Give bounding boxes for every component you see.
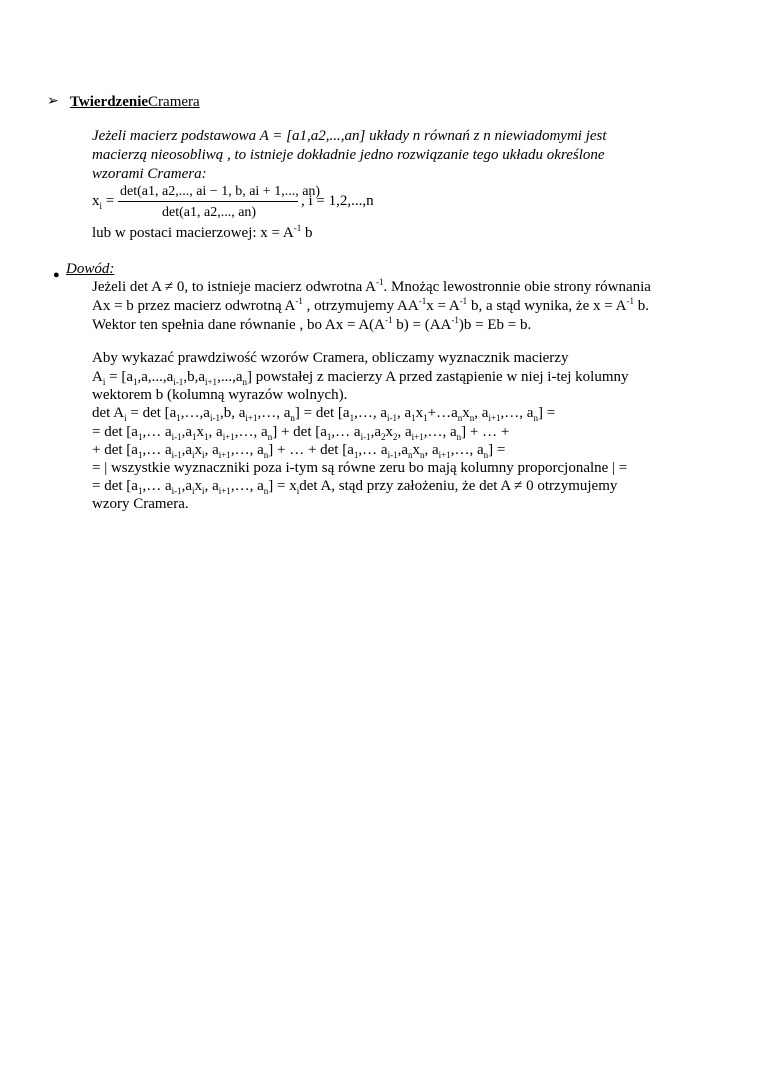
heading-rest: Cramera [148, 94, 200, 110]
proof-p2-line-7: = | wszystkie wyznaczniki poza i-tym są równe zeru bo mają kolumny proporcjonalne | = [92, 460, 628, 476]
theorem-line-3: wzorami Cramera: [92, 166, 207, 182]
arrow-bullet-icon: ➢ [47, 94, 59, 109]
theorem-line-2: macierzą nieosobliwą , to istnieje dokładnie jedno rozwiązanie tego układu określone [92, 147, 605, 163]
proof-p2-line-4: $\det A_i = \det$ [$a_1,\dots,a_{i-1},b$, $a_{i+1},\dots$, $a_n] = \det$ [$a_1,\dots$, $a_{i-1}$, $a_1x_1+\dots a_nx_n$, $a_{i+1},\dots$, $a_n$] = [92, 405, 556, 423]
formula-xi: $x_i$ = [92, 193, 115, 211]
proof-p2-line-3: wektorem b (kolumną wyrazów wolnych). [92, 387, 348, 403]
fraction-bar [118, 201, 298, 202]
proof-p2-line-8: = $\det [a_1,\dots$ $a_{i-1},a_ix_i$, $a_{i+1},\dots$, $a_n] = x_i\det$ A, stąd przy założeniu, że det A ≠ 0 otrzymujemy [92, 478, 618, 496]
proof-p2-line-5: = $\det [a_1,\dots$ $a_{i-1},a_1x_1$, $a_{i+1},\dots$, $a_n] + \det$ [$a_1,\dots$ $a_{i-1},a_2x_2$, $a_{i+1},\dots$, $a_n$] + … + [92, 424, 510, 442]
section-heading [70, 93, 200, 111]
formula-denominator: det(a1, a2,..., an) [162, 205, 257, 220]
round-bullet-icon: ● [53, 269, 60, 281]
proof-p2-line-1: Aby wykazać prawdziwość wzorów Cramera, obliczamy wyznacznik macierzy [92, 350, 569, 366]
matrix-form-line: lub w postaci macierzowej: $x = A^{-1}$ b [92, 223, 313, 241]
proof-p2-line-6: + $\det [a_1,\dots$ $a_{i-1},a_ix_i$, $a_{i+1},\dots$, $a_n$] + … + $\det [a_1,\dots$ $a_{i-1},a_nx_n$, $a_{i+1},\dots$, $a_n$] = [92, 442, 506, 460]
proof-line-3: Wektor ten spełnia dane równanie , bo $Ax = A(A^{-1}$ $b) = (AA^{-1})b = Eb = b$. [92, 315, 532, 333]
proof-line-1: Jeżeli det A ≠ 0, to istnieje macierz odwrotna $A^{-1}$. Mnożąc lewostronnie obie strony równania [92, 277, 651, 295]
formula-numerator: det(a1, a2,..., ai − 1, b, ai + 1,..., an) [120, 184, 321, 199]
formula-range: , i = 1,2,...,n [301, 193, 374, 209]
proof-line-2: Ax = b przez macierz odwrotną $A^{-1}$ , otrzymujemy $AA^{-1}x = A^{-1}$ b, a stąd wynika, że $x = A^{-1}$ b. [92, 296, 649, 314]
theorem-line-1: Jeżeli macierz podstawowa A = [a1,a2,...,an] układy n równań z n niewiadomymi jest [92, 128, 607, 144]
proof-title: Dowód: [66, 261, 115, 277]
proof-p2-line-2: $A_i = [a_1,a,...,a_{i-1},b,a_{i+1},...,a_n]$ powstałej z macierzy A przed zastąpienie w niej i-tej kolumny [92, 369, 629, 387]
heading-bold: Twierdzenie [70, 94, 149, 110]
proof-p2-line-9: wzory Cramera. [92, 496, 189, 512]
